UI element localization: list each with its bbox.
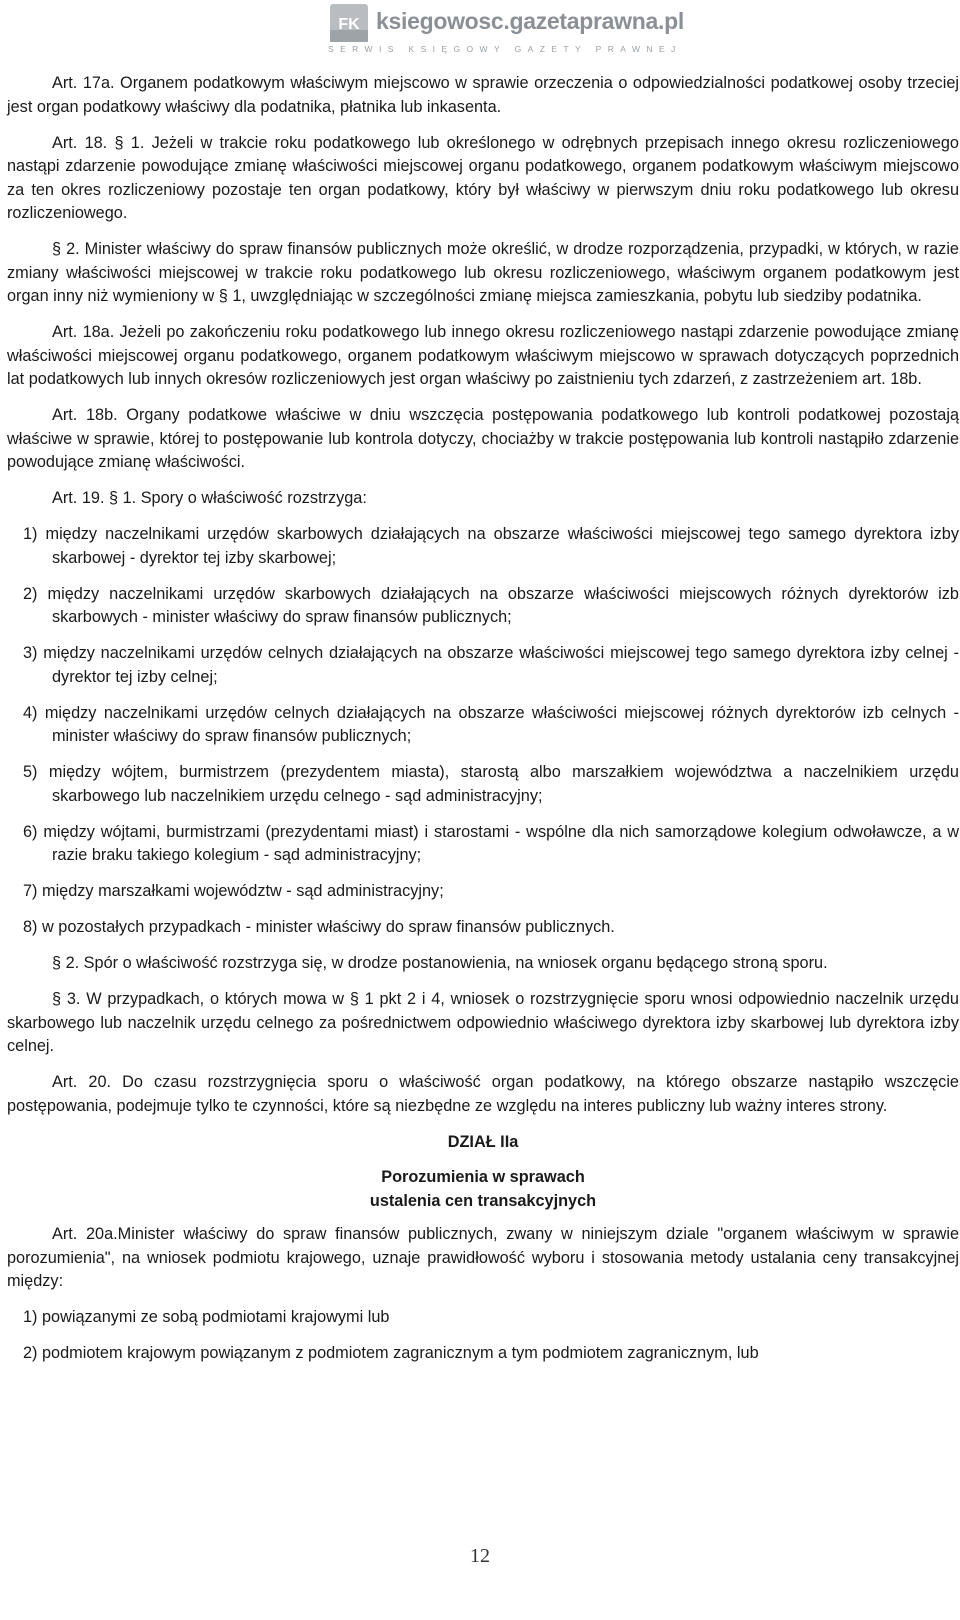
document-body <box>7 72 959 1378</box>
paragraph-art18-p2: § 2. Minister właściwy do spraw finansów publicznych może określić, w drodze rozporządzenia, przypadki, w których, w razie zmiany właściwości miejscowej w trakcie roku podatkowego lub okresu rozliczeniowego, właściwym organem podatkowym jest organ inny niż wymieniony w § 1, uwzględniając w szczególności zmianę miejsca zamieszkania, pobytu lub siedziby podatnika. <box>7 240 959 305</box>
list-item: 7) między marszałkami województw - sąd administracyjny; <box>23 882 444 900</box>
list-item: 1) między naczelnikami urzędów skarbowych działających na obszarze właściwości miejscowej tego samego dyrektora izby skarbowej - dyrektor tej izby skarbowej; <box>23 525 959 567</box>
paragraph-art19-p1: Art. 19. § 1. Spory o właściwość rozstrzyga: <box>52 489 367 507</box>
section-subtitle-line2: ustalenia cen transakcyjnych <box>369 1191 597 1210</box>
logo-mark: FK <box>338 16 360 33</box>
paragraph-art18a: Art. 18a. Jeżeli po zakończeniu roku podatkowego lub innego okresu rozliczeniowego nastąpi zdarzenie powodujące zmianę właściwości miejscowej organu podatkowego, organem podatkowym właściwym miejscowo w sprawach dotyczących poprzednich lat podatkowych lub innych okresów rozliczeniowych jest organ właściwy po zaistnieniu tych zdarzeń, z zastrzeżeniem art. 18b. <box>7 323 959 388</box>
paragraph-art19-p2: § 2. Spór o właściwość rozstrzyga się, w drodze postanowienia, na wniosek organu będącego stroną sporu. <box>52 954 828 972</box>
list-item: 2) między naczelnikami urzędów skarbowych działających na obszarze właściwości miejscowych różnych dyrektorów izb skarbowych - minister właściwy do spraw finansów publicznych; <box>23 584 959 626</box>
paragraph-art20a: Art. 20a.Minister właściwy do spraw finansów publicznych, zwany w niniejszym dziale "organem właściwym w sprawie porozumienia", na wniosek podmiotu krajowego, uznaje prawidłowość wyboru i stosowania metody ustalania ceny transakcyjnej między: <box>7 1225 959 1290</box>
logo-tagline: SERWIS KSIĘGOWY GAZETY PRAWNEJ <box>328 44 682 54</box>
site-logo[interactable] <box>328 0 688 58</box>
list-item: 5) między wójtem, burmistrzem (prezydentem miasta), starostą albo marszałkiem województwa a naczelnikiem urzędu skarbowego lub naczelnikiem urzędu celnego - sąd administracyjny; <box>23 763 959 805</box>
list-item: 2) podmiotem krajowym powiązanym z podmiotem zagranicznym a tym podmiotem zagranicznym, lub <box>23 1344 759 1362</box>
paragraph-art20: Art. 20. Do czasu rozstrzygnięcia sporu o właściwość organ podatkowy, na którego obszarze nastąpiło wszczęcie postępowania, podejmuje tylko te czynności, które są niezbędne ze względu na interes publiczny lub ważny interes strony. <box>7 1073 959 1115</box>
section-subtitle-line1: Porozumienia w sprawach <box>381 1168 585 1186</box>
list-item: 1) powiązanymi ze sobą podmiotami krajowymi lub <box>23 1308 390 1326</box>
paragraph-art17a: Art. 17a. Organem podatkowym właściwym miejscowo w sprawie orzeczenia o odpowiedzialności podatkowej osoby trzeciej jest organ podatkowy właściwy dla podatnika, płatnika lub inkasenta. <box>7 74 959 116</box>
paragraph-art18-p1: Art. 18. § 1. Jeżeli w trakcie roku podatkowego lub określonego w odrębnych przepisach innego okresu rozliczeniowego nastąpi zdarzenie powodujące zmianę właściwości miejscowej organu podatkowego, organem podatkowym właściwym miejscowo za ten okres rozliczeniowy pozostaje ten organ podatkowy, który był właściwy w pierwszym dniu roku podatkowego lub okresu rozliczeniowego. <box>7 133 959 222</box>
list-item: 6) między wójtami, burmistrzami (prezydentami miast) i starostami - wspólne dla nich samorządowe kolegium odwoławcze, a w razie braku takiego kolegium - sąd administracyjny; <box>23 822 959 864</box>
list-item: 4) między naczelnikami urzędów celnych działających na obszarze właściwości miejscowej różnych dyrektorów izb celnych - minister właściwy do spraw finansów publicznych; <box>23 703 959 745</box>
logo-site-name: ksiegowosc.gazetaprawna.pl <box>376 8 684 34</box>
paragraph-art18b: Art. 18b. Organy podatkowe właściwe w dniu wszczęcia postępowania podatkowego lub kontroli podatkowej pozostają właściwe w sprawie, której to postępowanie lub kontrola dotyczy, chociażby w trakcie postępowania lub kontroli nastąpiło zdarzenie powodujące zmianę właściwości. <box>7 406 959 471</box>
section-title: DZIAŁ IIa <box>447 1132 519 1151</box>
list-item: 3) między naczelnikami urzędów celnych działających na obszarze właściwości miejscowej tego samego dyrektora izby celnej - dyrektor tej izby celnej; <box>23 644 959 686</box>
page-number: 12 <box>470 1545 490 1567</box>
fk-badge-icon <box>330 4 368 42</box>
section-subtitle <box>7 1166 959 1213</box>
list-item: 8) w pozostałych przypadkach - minister właściwy do spraw finansów publicznych. <box>23 918 615 936</box>
paragraph-art19-p3: § 3. W przypadkach, o których mowa w § 1 pkt 2 i 4, wniosek o rozstrzygnięcie sporu wnosi odpowiednio naczelnik urzędu skarbowego lub naczelnik urzędu celnego za pośrednictwem odpowiednio właściwego dyrektora izby skarbowej lub dyrektora izby celnej. <box>7 990 959 1055</box>
